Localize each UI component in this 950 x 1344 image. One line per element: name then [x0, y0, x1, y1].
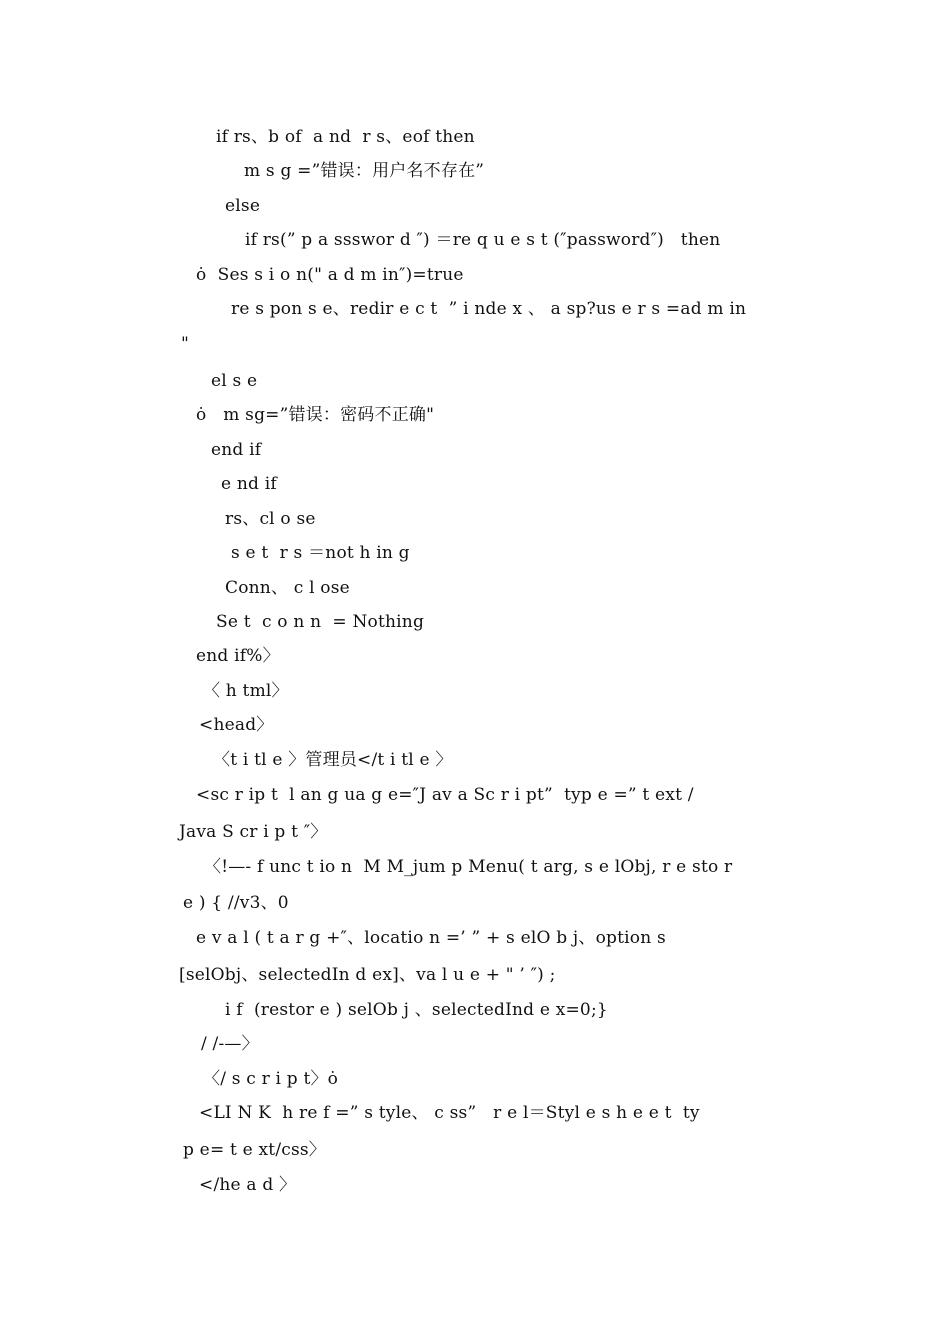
code-line-8: el s e [211, 371, 258, 391]
code-line-14: Conn、 c l ose [225, 578, 350, 598]
code-line-16: end if%〉 [196, 646, 280, 666]
code-line-25: [selObj、selectedIn d ex]、va l u e + " ’ ″) ; [179, 965, 556, 985]
code-line-2: m s g =”错误：用户名不存在” [244, 161, 485, 181]
code-line-5: ȯ Ses s i o n(" a d m in″)=true [196, 265, 464, 285]
code-line-3: else [225, 196, 261, 216]
code-line-23: e ) { //v3、0 [183, 893, 289, 913]
code-line-27: / /-—〉 [201, 1034, 259, 1054]
code-line-31: </he a d 〉 [199, 1175, 297, 1195]
code-line-6: re s pon s e、redir e c t ” i nde x 、 a sp?us e r s =ad m in [231, 299, 747, 319]
code-line-4: if rs(” p a ssswor d ″) ＝re q u e s t (″password″) then [245, 230, 721, 250]
code-line-12: rs、cl o se [225, 509, 316, 529]
code-line-30: p e= t e xt/css〉 [183, 1140, 327, 1160]
code-line-11: e nd if [221, 474, 277, 494]
code-line-29: <LI N K h re f =” s tyle、 c ss” r e l＝Styl e s h e e t ty [199, 1103, 700, 1123]
code-line-7: " [181, 334, 190, 354]
code-line-19: 〈t i tl e 〉管理员</t i tl e 〉 [213, 750, 453, 770]
code-line-13: s e t r s ＝not h in g [231, 543, 410, 563]
code-line-17: 〈 h tml〉 [203, 681, 289, 701]
code-line-26: i f (restor e ) selOb j 、selectedInd e x=0;} [225, 1000, 608, 1020]
code-line-1: if rs、b of a nd r s、eof then [216, 127, 475, 147]
code-line-20: <sc r ip t l an g ua g e=″J av a Sc r i pt” typ e =” t ext / [196, 785, 694, 805]
code-line-21: Java S cr i p t ″〉 [179, 822, 328, 842]
code-line-9: ȯ m sg=”错误：密码不正确" [196, 405, 435, 425]
code-line-10: end if [211, 440, 262, 460]
code-line-28: 〈/ s c r i p t〉ȯ [203, 1069, 339, 1089]
code-line-22: 〈!—- f unc t io n M M_jum p Menu( t arg, s e lObj, r e sto r [204, 857, 733, 877]
code-line-15: Se t c o n n = Nothing [216, 612, 425, 632]
code-line-18: <head〉 [199, 715, 274, 735]
code-line-24: e v a l ( t a r g +″、locatio n =’ ” + s elO b j、option s [196, 928, 666, 948]
